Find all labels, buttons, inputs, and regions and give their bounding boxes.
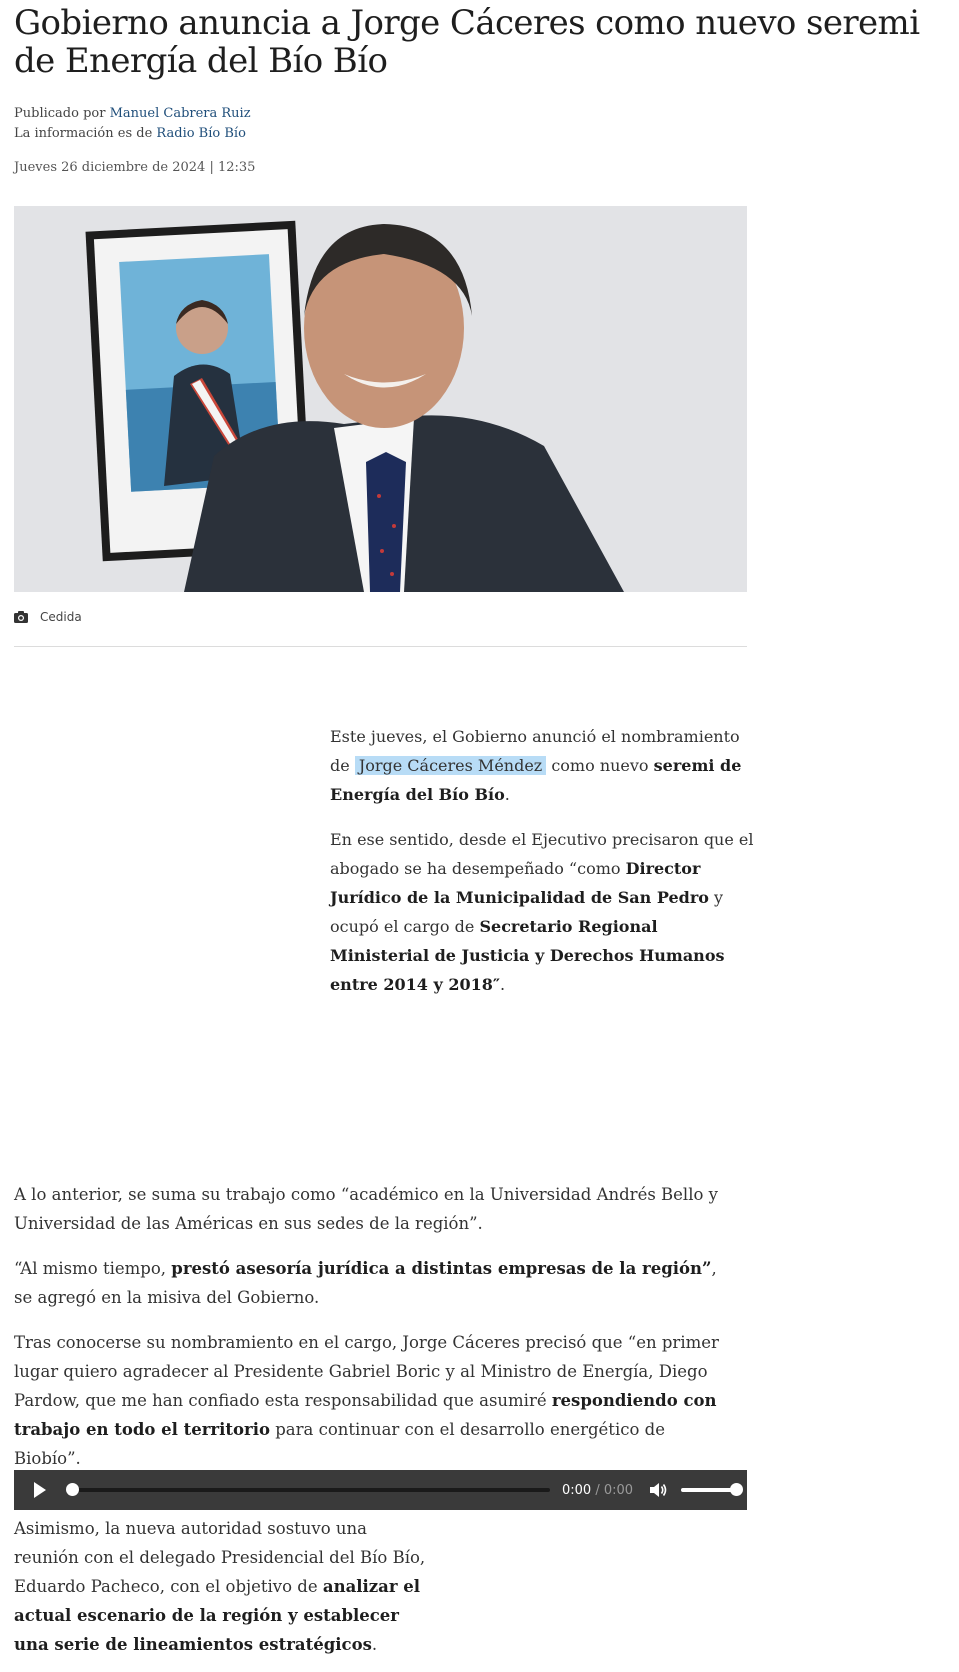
- author-link[interactable]: Manuel Cabrera Ruiz: [109, 106, 251, 121]
- text: Asimismo, la nueva autoridad sostuvo una reunión con el delegado Presidencial del Bío Bío, Eduardo Pacheco, con el objetivo de: [14, 1519, 426, 1596]
- paragraph: [14, 1514, 434, 1659]
- bold-text: respondiendo con trabajo en todo el territorio: [14, 1391, 717, 1439]
- publish-date: Jueves 26 diciembre de 2024 | 12:35: [14, 160, 256, 175]
- paragraph: [14, 1328, 734, 1473]
- play-icon[interactable]: [34, 1482, 46, 1498]
- author-line: [14, 104, 251, 124]
- text: , se agregó en la misiva del Gobierno.: [14, 1259, 717, 1307]
- current-time: 0:00: [562, 1482, 592, 1498]
- paragraph: A lo anterior, se suma su trabajo como “académico en la Universidad Andrés Bello y Universidad de las Américas en sus sedes de la región”.: [14, 1185, 718, 1233]
- volume-icon[interactable]: [649, 1482, 667, 1498]
- photo-illustration: [14, 206, 747, 592]
- text: “Al mismo tiempo,: [14, 1259, 167, 1278]
- highlighted-name[interactable]: Jorge Cáceres Méndez: [355, 756, 546, 775]
- text: .: [371, 1635, 378, 1654]
- text: como nuevo: [551, 756, 649, 775]
- audio-player: [14, 1470, 747, 1510]
- source-prefix: La información es de: [14, 126, 153, 141]
- article-photo: [14, 206, 747, 592]
- caption-text: Cedida: [40, 610, 82, 624]
- bold-text: seremi de Energía del Bío Bío: [330, 756, 742, 804]
- audio-time: [562, 1483, 633, 1498]
- camera-icon: [14, 611, 28, 623]
- volume-slider[interactable]: [681, 1488, 737, 1492]
- text: En ese sentido, desde el Ejecutivo precisaron que el abogado se ha desempeñado “como: [330, 830, 754, 878]
- paragraph: [14, 1254, 734, 1312]
- duration: 0:00: [603, 1482, 634, 1498]
- bold-text: Secretario Regional Ministerial de Justicia y Derechos Humanos entre 2014 y 2018″: [330, 917, 725, 994]
- article-body: [14, 1180, 734, 1489]
- bold-text: prestó asesoría jurídica a distintas empresas de la región”: [171, 1259, 712, 1278]
- paragraph: [330, 825, 755, 999]
- byline: [14, 104, 251, 144]
- source-line: [14, 124, 251, 144]
- text: Tras conocerse su nombramiento en el cargo, Jorge Cáceres precisó que “en primer lugar quiero agradecer al Presidente Gabriel Boric y al Ministro de Energía, Diego Pardow, que me han confiado esta responsabilidad que asumiré: [14, 1333, 719, 1410]
- article-title: Gobierno anuncia a Jorge Cáceres como nuevo seremi de Energía del Bío Bío: [14, 3, 920, 81]
- divider: [14, 646, 747, 647]
- time-separator: /: [595, 1482, 600, 1498]
- source-link[interactable]: Radio Bío Bío: [156, 126, 246, 141]
- bold-text: Director Jurídico de la Municipalidad de San Pedro: [330, 859, 709, 907]
- text: .: [500, 975, 506, 994]
- audio-progress-knob[interactable]: [66, 1483, 79, 1496]
- text: y ocupó el cargo de: [330, 888, 724, 936]
- volume-knob[interactable]: [730, 1483, 743, 1496]
- audio-progress-bar[interactable]: [70, 1488, 550, 1492]
- byline-prefix: Publicado por: [14, 106, 106, 121]
- text: Este jueves, el Gobierno anunció el nombramiento de: [330, 727, 740, 775]
- bold-text: analizar el actual escenario de la región y establecer una serie de lineamientos estratégicos: [14, 1577, 421, 1654]
- text: .: [504, 785, 510, 804]
- text: para continuar con el desarrollo energético de Biobío”.: [14, 1420, 665, 1468]
- article-intro: [330, 722, 755, 1015]
- paragraph: [330, 722, 755, 809]
- photo-caption: [14, 610, 82, 624]
- article-closing: [14, 1514, 434, 1659]
